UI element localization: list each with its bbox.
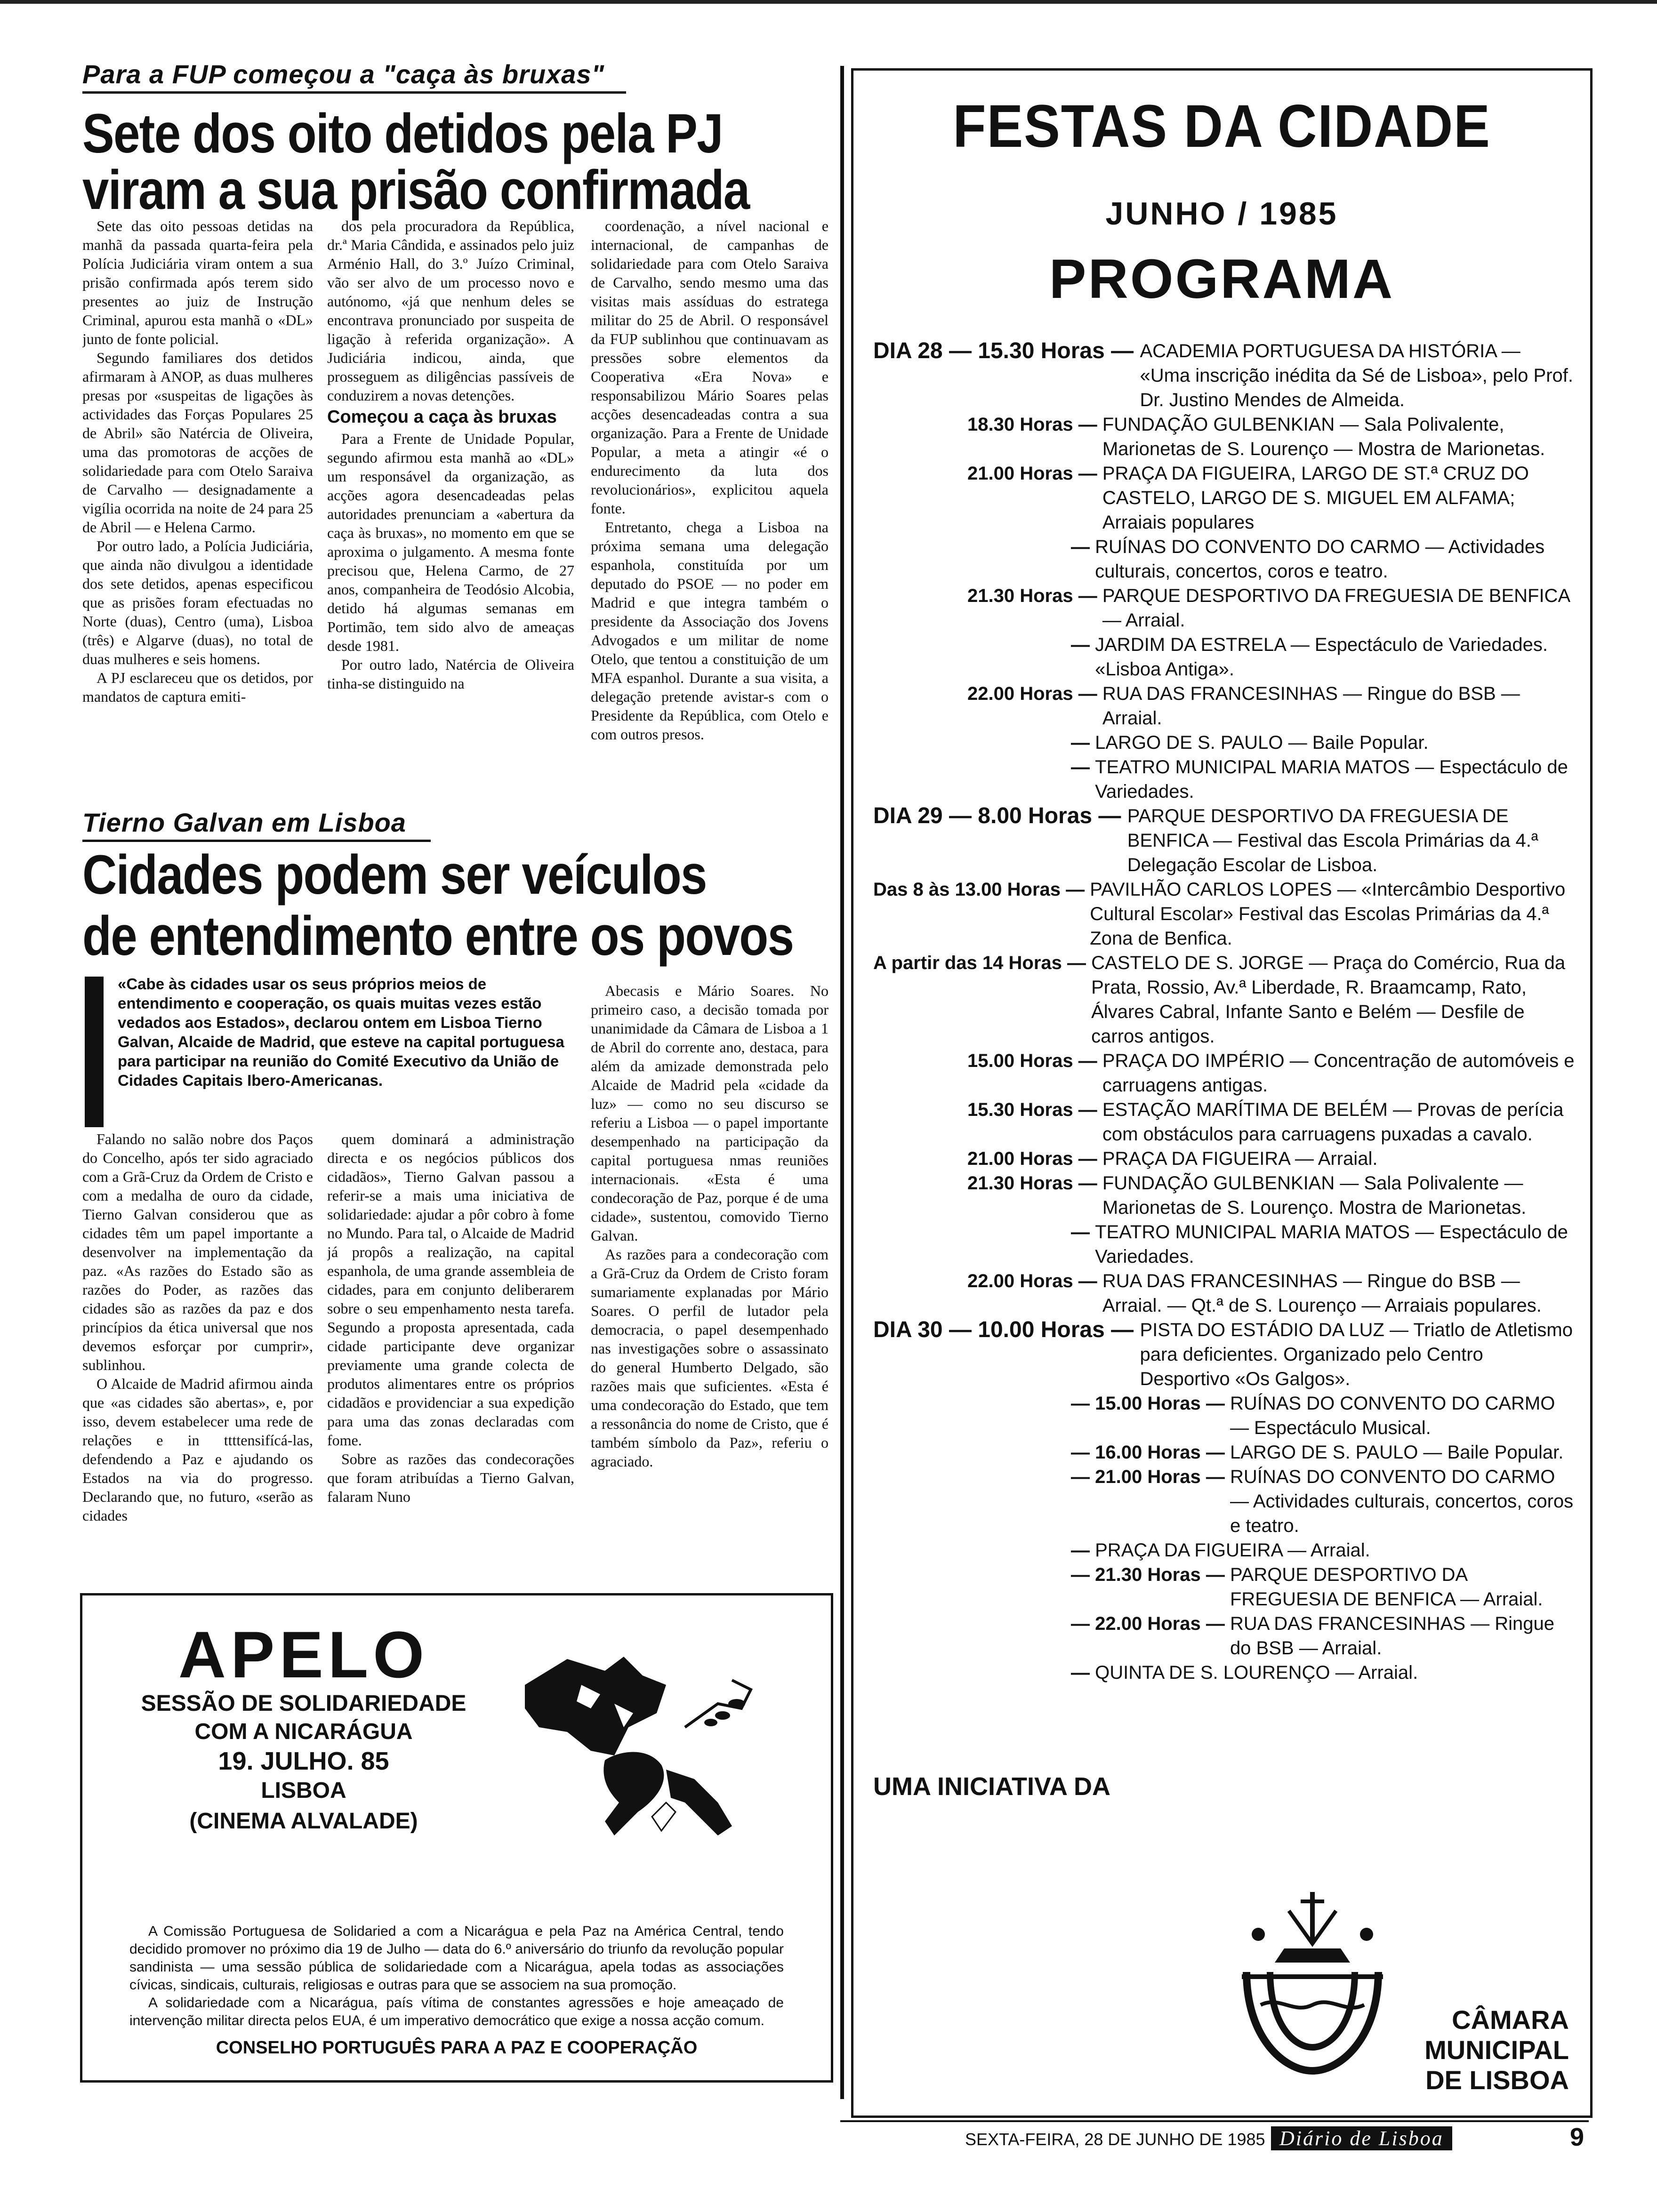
schedule-row <box>873 535 1575 584</box>
footer-rule <box>840 2120 1589 2122</box>
schedule-event: PARQUE DESPORTIVO DA FREGUESIA DE BENFICA — Arraial. <box>1102 585 1569 631</box>
schedule-row <box>873 1146 1575 1171</box>
paragraph: Para a Frente de Unidade Popular, segundo afirmou esta manhã ao «DL» um responsável da organização, as acções agora desencadeadas pelas autoridades prenunciam a «abertura da caça às bruxas», no momento em que se aproxima o julgamento. A mesma fonte precisou que, Helena Carmo, de 27 anos, companheira de Teodósio Alcobia, detido há algumas semanas em Portimão, tem sido alvo de ameaças desde 1981. <box>327 430 574 654</box>
festas-title: FESTAS DA CIDADE <box>953 93 1491 160</box>
schedule-row <box>873 1440 1575 1465</box>
schedule-time: DIA 29 — 8.00 Horas — <box>873 803 1127 828</box>
schedule-row <box>873 1220 1575 1269</box>
article1-column-2 <box>327 216 574 786</box>
camara-line: CÂMARA <box>1452 2005 1569 2035</box>
schedule-time: — 16.00 Horas — <box>1071 1442 1230 1463</box>
festas-advert <box>851 68 1593 2118</box>
paragraph: Por outro lado, Natércia de Oliveira tinha-se distinguido na <box>327 656 574 692</box>
article1-column-1 <box>82 216 313 786</box>
schedule-time: 21.00 Horas — <box>967 1148 1102 1169</box>
schedule-event: LARGO DE S. PAULO — Baile Popular. <box>1095 732 1429 753</box>
article2-column-2 <box>327 1130 574 1577</box>
apelo-date: 19. JULHO. 85 <box>218 1747 389 1775</box>
schedule-event: CASTELO DE S. JORGE — Praça do Comércio, Rua da Prata, Rossio, Av.ª Liberdade, R. Braamcamp, Rato, Álvares Cabral, Infante Santo e Belém — Desfile de carros antigos. <box>1091 953 1566 1047</box>
apelo-line: COM A NICARÁGUA <box>194 1719 413 1744</box>
schedule-event: LARGO DE S. PAULO — Baile Popular. <box>1230 1442 1564 1463</box>
article1-headline-line1: Sete dos oito detidos pela PJ <box>82 103 723 165</box>
schedule-event: FUNDAÇÃO GULBENKIAN — Sala Polivalente — Marionetas de S. Lourenço. Mostra de Marionetas. <box>1102 1173 1527 1218</box>
paragraph: Segundo familiares dos detidos afirmaram à ANOP, as duas mulheres presas por «suspeitas de ligações às actividades das Forças Populares 25 de Abril» são Natércia de Oliveira, uma das promotoras de acções de solidariedade para com Otelo Saraiva de Carvalho — designadamente a vigília ocorrida na noite de 24 para 25 de Abril — e Helena Carmo. <box>82 349 313 536</box>
schedule-time: 15.00 Horas — <box>967 1050 1102 1071</box>
article1-kicker: Para a FUP começou a "caça às bruxas" <box>82 59 626 94</box>
schedule-time: — 22.00 Horas — <box>1071 1613 1230 1634</box>
apelo-footer: CONSELHO PORTUGUÊS PARA A PAZ E COOPERAÇÃO <box>216 2038 698 2058</box>
paragraph: Falando no salão nobre dos Paços do Concelho, após ter sido agraciado com a Grã-Cruz da Ordem de Cristo e com a medalha de ouro da cidade, Tierno Galvan considerou que as cidades têm um papel importante a desenvolver na implementação da paz. «As razões do Estado são as razões do Poder, as razões das cidades são as razões da paz e dos princípios da ética universal que nos devemos esforçar por cumprir», sublinhou. <box>82 1130 313 1373</box>
schedule-row <box>873 633 1575 681</box>
schedule-event: PRAÇA DA FIGUEIRA, LARGO DE ST.ª CRUZ DO CASTELO, LARGO DE S. MIGUEL EM ALFAMA; Arraiais populares <box>1102 463 1529 533</box>
schedule-event: RUÍNAS DO CONVENTO DO CARMO — Espectáculo Musical. <box>1230 1393 1555 1438</box>
schedule-time: DIA 28 — 15.30 Horas — <box>873 339 1140 363</box>
schedule-time: 21.00 Horas — <box>967 463 1102 484</box>
schedule-time: DIA 30 — 10.00 Horas — <box>873 1317 1140 1342</box>
schedule-row <box>873 1465 1575 1538</box>
paragraph: Abecasis e Mário Soares. No primeiro caso, a decisão tomada por unanimidade da Câmara de Lisboa a 1 de Abril do corrente ano, destaca, para além da amizade demonstrada pelo Alcaide de Madrid pela «cidade da luz» — como no seu discurso se referiu a Lisboa — o papel importante desempenhado na participação da capital portuguesa nmas reuniões internacionais. «Esta é uma condecoração de Paz, porque é de uma cidade», sustentou, comovido Tierno Galvan. <box>591 982 828 1244</box>
schedule-time: — <box>1071 1662 1095 1683</box>
schedule-event: PAVILHÃO CARLOS LOPES — «Intercâmbio Desportivo Cultural Escolar» Festival das Escolas Primárias da 4.ª Zona de Benfica. <box>1090 879 1566 949</box>
apelo-paragraphs <box>129 1923 784 2030</box>
apelo-line: SESSÃO DE SOLIDARIEDADE <box>141 1691 467 1716</box>
schedule-row <box>873 1660 1575 1685</box>
central-america-dove-map <box>497 1614 760 1878</box>
apelo-venue: (CINEMA ALVALADE) <box>189 1809 418 1834</box>
apelo-title: APELO <box>178 1618 429 1691</box>
paragraph: coordenação, a nível nacional e internacional, de campanhas de solidariedade para com Otelo Saraiva de Carvalho, sendo mesmo uma das visitas mais assíduas do estratega militar do 25 de Abril. O responsável da FUP sublinhou que continuavam as pressões sobre elementos da Cooperativa «Era Nova» e responsabilizou Mário Soares pelas acções desencadeadas contra a sua organização. Para a Frente de Unidade Popular, a meta a atingir «é o endurecimento da luta dos revolucionários», explicitou aquela fonte. <box>591 217 828 517</box>
schedule-event: ACADEMIA PORTUGUESA DA HISTÓRIA — «Uma inscrição inédita da Sé de Lisboa», pelo Prof. Dr. Justino Mendes de Almeida. <box>1140 341 1574 410</box>
schedule-row <box>873 1269 1575 1318</box>
schedule-event: PRAÇA DA FIGUEIRA — Arraial. <box>1102 1148 1378 1169</box>
schedule-row <box>873 461 1575 535</box>
paragraph: A PJ esclareceu que os detidos, por mandatos de captura emiti- <box>82 669 313 705</box>
schedule-time: — <box>1071 634 1095 655</box>
schedule-row <box>873 412 1575 461</box>
schedule-row <box>873 804 1575 877</box>
schedule-row <box>873 1563 1575 1611</box>
schedule-row <box>873 1098 1575 1146</box>
schedule-time: 22.00 Horas — <box>967 1271 1102 1291</box>
schedule-time: 15.30 Horas — <box>967 1099 1102 1120</box>
article2-headline-line1: Cidades podem ser veículos <box>82 844 707 906</box>
paragraph: As razões para a condecoração com a Grã-Cruz da Ordem de Cristo foram sumariamente explanadas por Mário Soares. O perfil de lutador pela democracia, o papel desempenhado nas investigações sobre o assassinato do general Humberto Delgado, são razões mais que suficientes. «Esta é uma condecoração do Estado, que tem a ressonância do nome de Cristo, que é também símbolo da Paz», referiu o agraciado. <box>591 1246 828 1470</box>
masthead-logo: Diário de Lisboa <box>1271 2126 1452 2150</box>
schedule-event: PARQUE DESPORTIVO DA FREGUESIA DE BENFICA — Arraial. <box>1230 1564 1543 1610</box>
schedule-time: — <box>1071 732 1095 753</box>
schedule-row <box>873 1391 1575 1440</box>
schedule-time: — <box>1071 537 1095 557</box>
schedule-row <box>873 1611 1575 1660</box>
apelo-advert <box>80 1593 833 2083</box>
schedule-time: 18.30 Horas — <box>967 414 1102 435</box>
schedule-event: RUA DAS FRANCESINHAS — Ringue do BSB — Arraial. <box>1102 683 1520 729</box>
schedule-event: PRAÇA DO IMPÉRIO — Concentração de automóveis e carruagens antigas. <box>1102 1050 1575 1096</box>
page-number: 9 <box>1570 2123 1585 2151</box>
schedule-event: RUA DAS FRANCESINHAS — Ringue do BSB — Arraial. <box>1230 1613 1555 1659</box>
paragraph: dos pela procuradora da República, dr.ª Maria Cândida, e assinados pelo juiz Arménio Hall, do 3.º Juízo Criminal, vão ser alvo de um processo novo e autónomo, «já que nenhum deles se encontrava pronunciado por suspeita de ligação à referida organização». A Judiciária indicou, ainda, que prosseguem as diligências passíveis de conduzirem a novas detenções. <box>327 217 574 404</box>
schedule-row <box>873 951 1575 1049</box>
footer-date: SEXTA-FEIRA, 28 DE JUNHO DE 1985 <box>965 2130 1265 2149</box>
iniciativa-label: UMA INICIATIVA DA <box>873 1772 1110 1801</box>
camara-municipal-emblem <box>1232 1883 1392 2085</box>
schedule-time: A partir das 14 Horas — <box>873 953 1092 973</box>
article1-column-3 <box>591 216 828 786</box>
paragraph: Sobre as razões das condecorações que foram atribuídas a Tierno Galvan, falaram Nuno <box>327 1451 574 1505</box>
schedule-event: FUNDAÇÃO GULBENKIAN — Sala Polivalente, Marionetas de S. Lourenço — Mostra de Marionetas. <box>1102 414 1545 459</box>
schedule-event: TEATRO MUNICIPAL MARIA MATOS — Espectáculo de Variedades. <box>1095 1222 1568 1267</box>
schedule-row <box>873 877 1575 951</box>
schedule-row <box>873 730 1575 755</box>
article1-headline-line2: viram a sua prisão confirmada <box>82 159 749 221</box>
article2-headline-line2: de entendimento entre os povos <box>82 905 794 967</box>
article2-column-3 <box>591 981 828 1577</box>
schedule-time: — <box>1071 757 1095 777</box>
schedule-row <box>873 1171 1575 1220</box>
paragraph: Entretanto, chega a Lisboa na próxima semana uma delegação espanhola, constituída por um deputado do PSOE — no poder em Madrid e que integra também o presidente da Associação dos Jovens Advogados e um militar de nome Otelo, que tentou a constituição de um MFA espanhol. Durante a sua visita, a delegação pretende avistar-s com o Presidente da República, com Otelo e com outros presos. <box>591 519 828 743</box>
schedule-event: RUÍNAS DO CONVENTO DO CARMO — Actividades culturais, concertos, coros e teatro. <box>1230 1467 1574 1536</box>
schedule-event: QUINTA DE S. LOURENÇO — Arraial. <box>1095 1662 1418 1683</box>
paragraph: A solidariedade com a Nicarágua, país vítima de constantes agressões e hoje ameaçado de intervenção militar directa pelos EUA, é um imperativo democrático que exige a nossa acção comum. <box>129 1995 784 2028</box>
schedule-time: Das 8 às 13.00 Horas — <box>873 879 1090 900</box>
schedule-row <box>873 1318 1575 1391</box>
lead-bar <box>85 977 104 1127</box>
article2-kicker: Tierno Galvan em Lisboa <box>82 807 431 842</box>
schedule-row <box>873 1538 1575 1563</box>
schedule-time: — <box>1071 1222 1095 1242</box>
festas-programa: PROGRAMA <box>1049 248 1395 310</box>
schedule-time: 22.00 Horas — <box>967 683 1102 704</box>
paragraph: Sete das oito pessoas detidas na manhã da passada quarta-feira pela Polícia Judiciária viram ontem a sua prisão confirmada após terem sido presentes ao juiz de Instrução Criminal, apurou esta manhã o «DL» junto de fonte policial. <box>82 217 313 347</box>
schedule-row <box>873 584 1575 633</box>
paragraph: quem dominará a administração directa e os negócios públicos dos cidadãos», Tierno Galvan passou a referir-se a mais uma iniciativa de solidariedade: ajudar a pôr cobro à fome no Mundo. Para tal, o Alcaide de Madrid já propôs a realização, na capital espanhola, de uma grande assembleia de cidades, para em conjunto deliberarem sobre o seu empenhamento nesta tarefa. Segundo a proposta apresentada, cada cidade participante deve organizar previamente uma grande colecta de produtos alimentares entre os próprios cidadãos e providenciar a sua expedição para uma das zonas declaradas com fome. <box>327 1130 574 1449</box>
column-rule <box>840 66 844 2099</box>
article2-column-1 <box>82 1130 313 1577</box>
schedule-time: — <box>1071 1540 1095 1561</box>
paragraph: O Alcaide de Madrid afirmou ainda que «as cidades são abertas», e, por isso, devem estabelecer uma rede de relações e in ttttensifícá-las, defendendo a Paz e ajudando os Estados na via do progresso. Declarando que, no futuro, «serão as cidades <box>82 1375 313 1524</box>
schedule-row <box>873 339 1575 412</box>
paragraph: A Comissão Portuguesa de Solidaried a com a Nicarágua e pela Paz na América Central, tendo decidido promover no próximo dia 19 de Julho — data do 6.º aniversário do triunfo da revolução popular sandinista — uma sessão pública de solidariedade com a Nicarágua, apela todas as associações cívicas, sindicais, culturais, religiosas e outras para que se associem na sua promoção. <box>129 1923 784 1993</box>
schedule-event: TEATRO MUNICIPAL MARIA MATOS — Espectáculo de Variedades. <box>1095 757 1568 802</box>
schedule-list <box>873 339 1575 1774</box>
schedule-time: — 21.30 Horas — <box>1071 1564 1230 1585</box>
top-rule <box>0 0 1657 4</box>
schedule-row <box>873 681 1575 730</box>
schedule-row <box>873 755 1575 804</box>
schedule-time: 21.30 Horas — <box>967 1173 1102 1194</box>
schedule-event: ESTAÇÃO MARÍTIMA DE BELÉM — Provas de perícia com obstáculos para carruagens puxadas a cavalo. <box>1102 1099 1564 1145</box>
schedule-event: RUA DAS FRANCESINHAS — Ringue do BSB — Arraial. — Qt.ª de S. Lourenço — Arraiais populares. <box>1102 1271 1542 1316</box>
schedule-time: — 15.00 Horas — <box>1071 1393 1230 1414</box>
schedule-event: PARQUE DESPORTIVO DA FREGUESIA DE BENFICA — Festival das Escola Primárias da 4.ª Delegação Escolar de Lisboa. <box>1127 806 1538 875</box>
article2-lead: «Cabe às cidades usar os seus próprios meios de entendimento e cooperação, os quais muitas vezes estão vedados aos Estados», declarou ontem em Lisboa Tierno Galvan, Alcaide de Madrid, que esteve na capital portuguesa para participar na reunião do Comité Executivo da União de Cidades Capitais Ibero-Americanas. <box>118 975 564 1089</box>
schedule-event: JARDIM DA ESTRELA — Espectáculo de Variedades. «Lisboa Antiga». <box>1095 634 1548 680</box>
schedule-event: PRAÇA DA FIGUEIRA — Arraial. <box>1095 1540 1370 1561</box>
schedule-time: — 21.00 Horas — <box>1071 1467 1230 1487</box>
camara-line: MUNICIPAL <box>1424 2035 1569 2065</box>
article1-subhead: Começou a caça às bruxas <box>327 407 557 427</box>
schedule-event: PISTA DO ESTÁDIO DA LUZ — Triatlo de Atletismo para deficientes. Organizado pelo Centro Desportivo «Os Galgos». <box>1140 1320 1573 1389</box>
schedule-event: RUÍNAS DO CONVENTO DO CARMO — Actividades culturais, concertos, coros e teatro. <box>1095 537 1545 582</box>
festas-month: JUNHO / 1985 <box>1105 196 1338 232</box>
apelo-city: LISBOA <box>261 1778 346 1803</box>
schedule-row <box>873 1049 1575 1098</box>
camara-line: DE LISBOA <box>1425 2065 1569 2095</box>
paragraph: Por outro lado, a Polícia Judiciária, que ainda não divulgou a identidade dos sete detidos, apenas especificou que as prisões foram efectuadas no Norte (duas), Centro (uma), Lisboa (três) e Algarve (duas), no total de duas mulheres e seis homens. <box>82 537 313 667</box>
schedule-time: 21.30 Horas — <box>967 585 1102 606</box>
